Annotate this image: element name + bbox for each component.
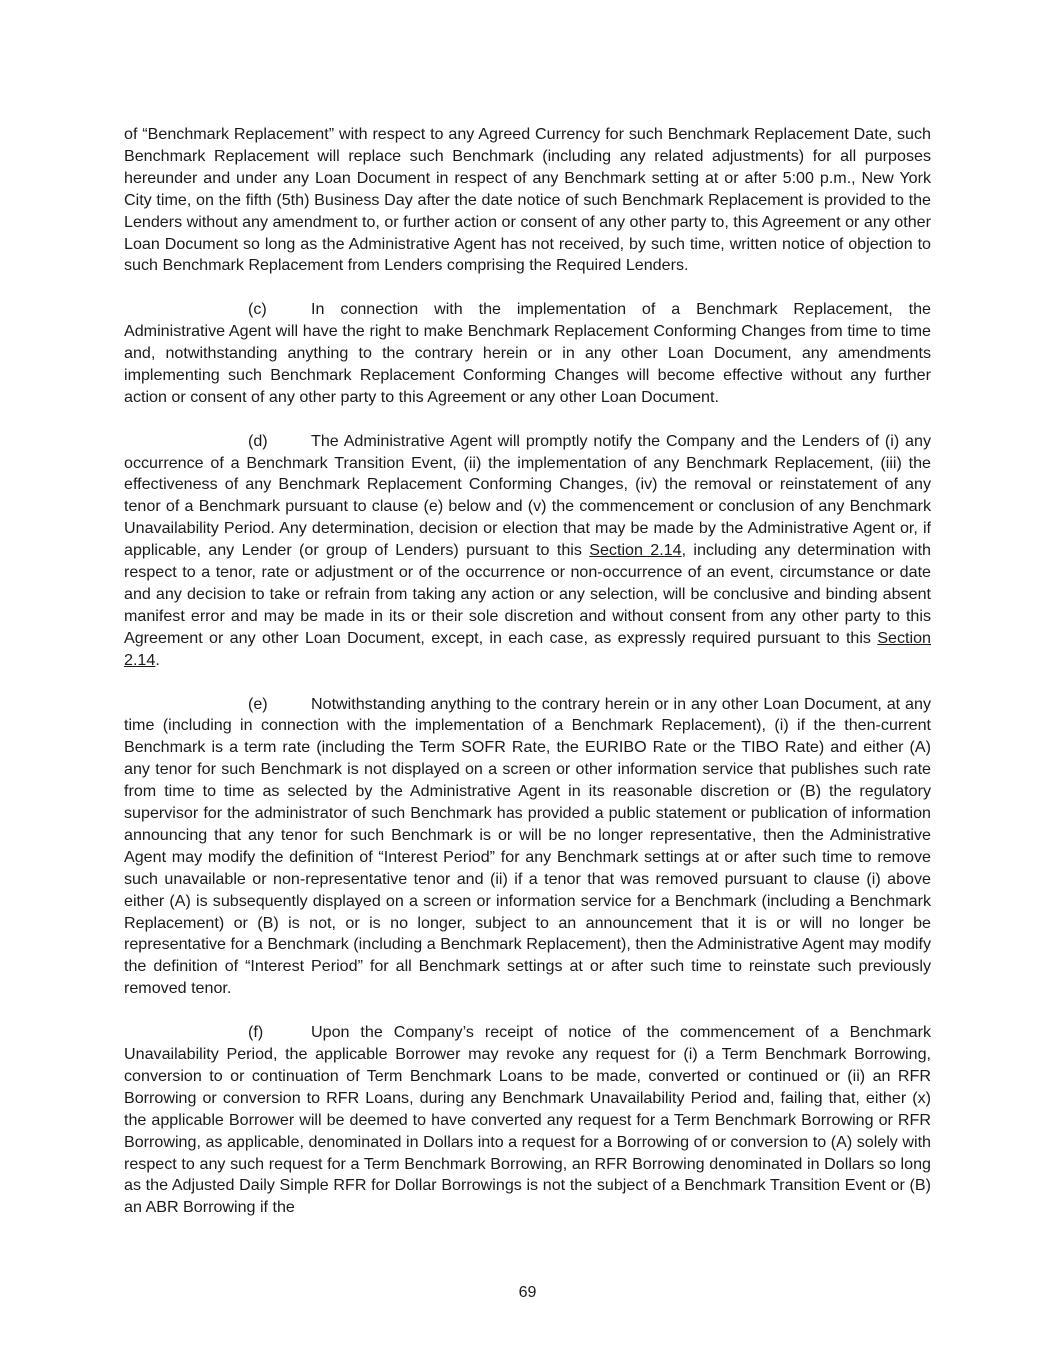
paragraph-f-label: (f): [248, 1023, 264, 1042]
paragraph-d-text-1: The Administrative Agent will promptly notify the Company and the Lenders of (i) any occurrence of a Benchmark Transition Event, (ii) the implementation of any Benchmark Replacement, (iii) the effectiveness of any Benchmark Replacement Conforming Changes, (iv) the removal or reinstatement of any tenor of a Benchmark pursuant to clause (e) below and (v) the commencement or conclusion of any Benchmark Unavailability Period. Any determination, decision or election that may be made by the Administrative Agent or, if applicable, any Lender (or group of Lenders) pursuant to this: [124, 431, 931, 560]
paragraph-f: [124, 1022, 931, 1219]
paragraph-c-label: (c): [248, 300, 267, 319]
continuation-text: of “Benchmark Replacement” with respect to any Agreed Currency for such Benchmark Replacement Date, such Benchmark Replacement will replace such Benchmark (including any related adjustments) for all purposes hereunder and under any Loan Document in respect of any Benchmark setting at or after 5:00 p.m., New York City time, on the fifth (5th) Business Day after the date notice of such Benchmark Replacement is provided to the Lenders without any amendment to, or further action or consent of any other party to, this Agreement or any other Loan Document so long as the Administrative Agent has not received, by such time, written notice of objection to such Benchmark Replacement from Lenders comprising the Required Lenders.: [124, 125, 931, 275]
paragraph-d-text-2: , including any determination with respect to a tenor, rate or adjustment or of the occurrence or non-occurrence of an event, circumstance or date and any decision to take or refrain from taking any action or any selection, will be conclusive and binding absent manifest error and may be made in its or their sole discretion and without consent from any other party to this Agreement or any other Loan Document, except, in each case, as expressly required pursuant to this: [124, 541, 931, 647]
paragraph-f-text: Upon the Company’s receipt of notice of the commencement of a Benchmark Unavailability Period, the applicable Borrower may revoke any request for (i) a Term Benchmark Borrowing, conversion to or continuation of Term Benchmark Loans to be made, converted or continued or (ii) an RFR Borrowing or conversion to RFR Loans, during any Benchmark Unavailability Period and, failing that, either (x) the applicable Borrower will be deemed to have converted any request for a Term Benchmark Borrowing or RFR Borrowing, as applicable, denominated in Dollars into a request for a Borrowing of or conversion to (A) solely with respect to any such request for a Term Benchmark Borrowing, an RFR Borrowing denominated in Dollars so long as the Adjusted Daily Simple RFR for Dollar Borrowings is not the subject of a Benchmark Transition Event or (B) an ABR Borrowing if the: [124, 1023, 931, 1217]
document-body: [124, 124, 931, 1241]
paragraph-e-label: (e): [248, 694, 268, 713]
paragraph-c-text: In connection with the implementation of a Benchmark Replacement, the Administrative Agent will have the right to make Benchmark Replacement Conforming Changes from time to time and, notwithstanding anything to the contrary herein or in any other Loan Document, any amendments implementing such Benchmark Replacement Conforming Changes will become effective without any further action or consent of any other party to this Agreement or any other Loan Document.: [124, 300, 931, 406]
paragraph-c: [124, 299, 931, 409]
paragraph-e-text: Notwithstanding anything to the contrary herein or in any other Loan Document, at any time (including in connection with the implementation of a Benchmark Replacement), (i) if the then-current Benchmark is a term rate (including the Term SOFR Rate, the EURIBO Rate or the TIBO Rate) and either (A) any tenor for such Benchmark is not displayed on a screen or other information service that publishes such rate from time to time as selected by the Administrative Agent in its reasonable discretion or (B) the regulatory supervisor for the administrator of such Benchmark has provided a public statement or publication of information announcing that any tenor for such Benchmark is or will be no longer representative, then the Administrative Agent may modify the definition of “Interest Period” for any Benchmark settings at or after such time to remove such unavailable or non-representative tenor and (ii) if a tenor that was removed pursuant to clause (i) above either (A) is subsequently displayed on a screen or information service for a Benchmark (including a Benchmark Replacement) or (B) is not, or is no longer, subject to an announcement that it is or will no longer be representative for a Benchmark (including a Benchmark Replacement), then the Administrative Agent may modify the definition of “Interest Period” for all Benchmark settings at or after such time to reinstate such previously removed tenor.: [124, 694, 931, 998]
paragraph-d-label: (d): [248, 431, 268, 450]
page-number: 69: [518, 1284, 537, 1301]
paragraph-e: [124, 694, 931, 1001]
section-2-14-reference[interactable]: Section 2.14: [589, 541, 682, 560]
paragraph-d: [124, 431, 931, 672]
paragraph-d-text-3: .: [155, 650, 160, 669]
section-2-14-reference[interactable]: Section 2.14: [124, 628, 931, 669]
continuation-paragraph: [124, 124, 931, 277]
